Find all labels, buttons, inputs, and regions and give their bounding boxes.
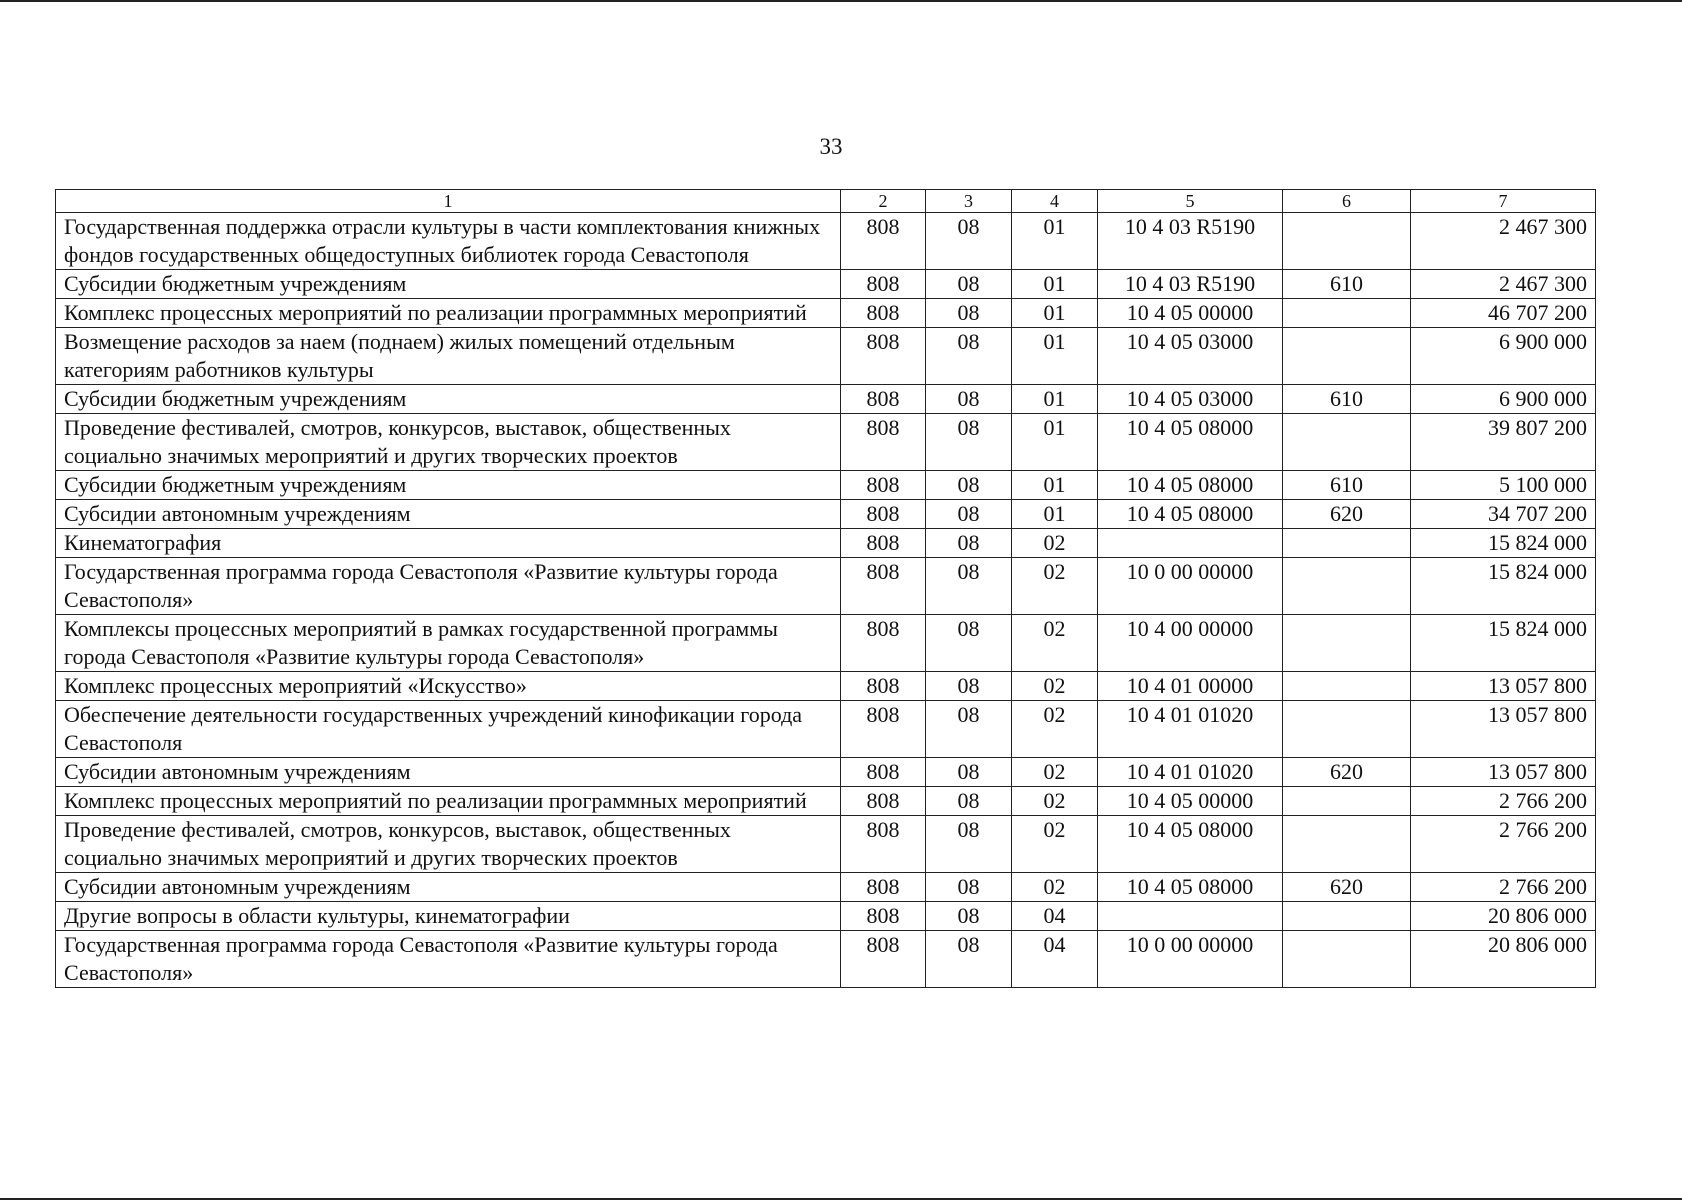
expense-type-code-cell: 620 <box>1283 758 1411 787</box>
target-article-code-cell: 10 4 05 08000 <box>1098 816 1283 873</box>
expense-type-code-cell <box>1283 529 1411 558</box>
amount-cell: 13 057 800 <box>1411 701 1596 758</box>
subsection-code-cell: 01 <box>1012 328 1098 385</box>
row-name-cell: Проведение фестивалей, смотров, конкурсов, выставок, общественных социально значимых мероприятий и других творческих проектов <box>56 816 841 873</box>
subsection-code-cell: 02 <box>1012 529 1098 558</box>
row-name-cell: Государственная поддержка отрасли культуры в части комплектования книжных фондов государственных общедоступных библиотек города Севастополя <box>56 213 841 270</box>
section-code-cell: 08 <box>926 299 1012 328</box>
target-article-code-cell: 10 0 00 00000 <box>1098 558 1283 615</box>
col-header-1: 1 <box>56 190 841 213</box>
target-article-code-cell: 10 4 03 R5190 <box>1098 213 1283 270</box>
row-name-cell: Субсидии автономным учреждениям <box>56 873 841 902</box>
expense-type-code-cell <box>1283 902 1411 931</box>
amount-cell: 2 467 300 <box>1411 213 1596 270</box>
row-name-cell: Субсидии бюджетным учреждениям <box>56 385 841 414</box>
table-row <box>56 787 1596 816</box>
ministry-code-cell: 808 <box>841 931 926 988</box>
amount-cell: 6 900 000 <box>1411 385 1596 414</box>
table-row <box>56 414 1596 471</box>
target-article-code-cell: 10 4 01 00000 <box>1098 672 1283 701</box>
subsection-code-cell: 02 <box>1012 701 1098 758</box>
amount-cell: 15 824 000 <box>1411 529 1596 558</box>
ministry-code-cell: 808 <box>841 873 926 902</box>
amount-cell: 15 824 000 <box>1411 558 1596 615</box>
subsection-code-cell: 01 <box>1012 500 1098 529</box>
table-row <box>56 902 1596 931</box>
expense-type-code-cell <box>1283 213 1411 270</box>
row-name-cell: Обеспечение деятельности государственных учреждений кинофикации города Севастополя <box>56 701 841 758</box>
expense-type-code-cell: 620 <box>1283 500 1411 529</box>
amount-cell: 2 467 300 <box>1411 270 1596 299</box>
section-code-cell: 08 <box>926 816 1012 873</box>
table-row <box>56 615 1596 672</box>
ministry-code-cell: 808 <box>841 615 926 672</box>
row-name-cell: Государственная программа города Севастополя «Развитие культуры города Севастополя» <box>56 931 841 988</box>
amount-cell: 2 766 200 <box>1411 816 1596 873</box>
amount-cell: 20 806 000 <box>1411 902 1596 931</box>
section-code-cell: 08 <box>926 787 1012 816</box>
subsection-code-cell: 01 <box>1012 299 1098 328</box>
section-code-cell: 08 <box>926 414 1012 471</box>
amount-cell: 2 766 200 <box>1411 787 1596 816</box>
amount-cell: 34 707 200 <box>1411 500 1596 529</box>
section-code-cell: 08 <box>926 328 1012 385</box>
table-row <box>56 500 1596 529</box>
row-name-cell: Комплекс процессных мероприятий по реализации программных мероприятий <box>56 787 841 816</box>
subsection-code-cell: 01 <box>1012 213 1098 270</box>
amount-cell: 6 900 000 <box>1411 328 1596 385</box>
section-code-cell: 08 <box>926 672 1012 701</box>
row-name-cell: Комплекс процессных мероприятий «Искусство» <box>56 672 841 701</box>
target-article-code-cell: 10 4 05 03000 <box>1098 385 1283 414</box>
section-code-cell: 08 <box>926 385 1012 414</box>
col-header-6: 6 <box>1283 190 1411 213</box>
subsection-code-cell: 01 <box>1012 414 1098 471</box>
expense-type-code-cell <box>1283 787 1411 816</box>
target-article-code-cell: 10 4 05 03000 <box>1098 328 1283 385</box>
row-name-cell: Кинематография <box>56 529 841 558</box>
table-row <box>56 529 1596 558</box>
amount-cell: 15 824 000 <box>1411 615 1596 672</box>
target-article-code-cell: 10 4 05 08000 <box>1098 471 1283 500</box>
target-article-code-cell <box>1098 902 1283 931</box>
scan-top-edge <box>0 0 1682 2</box>
ministry-code-cell: 808 <box>841 500 926 529</box>
section-code-cell: 08 <box>926 902 1012 931</box>
amount-cell: 46 707 200 <box>1411 299 1596 328</box>
col-header-4: 4 <box>1012 190 1098 213</box>
subsection-code-cell: 02 <box>1012 873 1098 902</box>
subsection-code-cell: 01 <box>1012 270 1098 299</box>
table-row <box>56 213 1596 270</box>
section-code-cell: 08 <box>926 931 1012 988</box>
target-article-code-cell: 10 4 00 00000 <box>1098 615 1283 672</box>
table-row <box>56 471 1596 500</box>
ministry-code-cell: 808 <box>841 414 926 471</box>
subsection-code-cell: 04 <box>1012 931 1098 988</box>
target-article-code-cell: 10 4 05 08000 <box>1098 873 1283 902</box>
expense-type-code-cell: 610 <box>1283 270 1411 299</box>
expense-type-code-cell <box>1283 615 1411 672</box>
subsection-code-cell: 01 <box>1012 385 1098 414</box>
section-code-cell: 08 <box>926 270 1012 299</box>
expense-type-code-cell <box>1283 701 1411 758</box>
row-name-cell: Субсидии автономным учреждениям <box>56 758 841 787</box>
ministry-code-cell: 808 <box>841 816 926 873</box>
target-article-code-cell: 10 4 01 01020 <box>1098 701 1283 758</box>
col-header-7: 7 <box>1411 190 1596 213</box>
page-number: 33 <box>819 134 843 159</box>
subsection-code-cell: 02 <box>1012 816 1098 873</box>
table-row <box>56 299 1596 328</box>
table-row <box>56 385 1596 414</box>
table-row <box>56 931 1596 988</box>
ministry-code-cell: 808 <box>841 758 926 787</box>
table-row <box>56 558 1596 615</box>
table-body <box>56 213 1596 988</box>
table-row <box>56 672 1596 701</box>
table-row <box>56 328 1596 385</box>
section-code-cell: 08 <box>926 558 1012 615</box>
target-article-code-cell: 10 4 05 08000 <box>1098 500 1283 529</box>
col-header-5: 5 <box>1098 190 1283 213</box>
ministry-code-cell: 808 <box>841 471 926 500</box>
ministry-code-cell: 808 <box>841 328 926 385</box>
amount-cell: 39 807 200 <box>1411 414 1596 471</box>
row-name-cell: Субсидии автономным учреждениям <box>56 500 841 529</box>
ministry-code-cell: 808 <box>841 672 926 701</box>
expense-type-code-cell <box>1283 558 1411 615</box>
ministry-code-cell: 808 <box>841 213 926 270</box>
section-code-cell: 08 <box>926 471 1012 500</box>
section-code-cell: 08 <box>926 873 1012 902</box>
amount-cell: 13 057 800 <box>1411 758 1596 787</box>
section-code-cell: 08 <box>926 701 1012 758</box>
expense-type-code-cell: 620 <box>1283 873 1411 902</box>
table-row <box>56 270 1596 299</box>
expense-type-code-cell <box>1283 816 1411 873</box>
ministry-code-cell: 808 <box>841 558 926 615</box>
row-name-cell: Комплексы процессных мероприятий в рамках государственной программы города Севастополя «Развитие культуры города Севастополя» <box>56 615 841 672</box>
row-name-cell: Возмещение расходов за наем (поднаем) жилых помещений отдельным категориям работников культуры <box>56 328 841 385</box>
row-name-cell: Комплекс процессных мероприятий по реализации программных мероприятий <box>56 299 841 328</box>
amount-cell: 5 100 000 <box>1411 471 1596 500</box>
section-code-cell: 08 <box>926 213 1012 270</box>
section-code-cell: 08 <box>926 500 1012 529</box>
expense-type-code-cell: 610 <box>1283 385 1411 414</box>
subsection-code-cell: 04 <box>1012 902 1098 931</box>
amount-cell: 2 766 200 <box>1411 873 1596 902</box>
target-article-code-cell: 10 4 05 00000 <box>1098 787 1283 816</box>
expense-type-code-cell <box>1283 931 1411 988</box>
ministry-code-cell: 808 <box>841 385 926 414</box>
amount-cell: 20 806 000 <box>1411 931 1596 988</box>
table-row <box>56 816 1596 873</box>
table-row <box>56 873 1596 902</box>
ministry-code-cell: 808 <box>841 299 926 328</box>
target-article-code-cell: 10 4 03 R5190 <box>1098 270 1283 299</box>
col-header-2: 2 <box>841 190 926 213</box>
expense-type-code-cell <box>1283 672 1411 701</box>
subsection-code-cell: 02 <box>1012 787 1098 816</box>
col-header-3: 3 <box>926 190 1012 213</box>
row-name-cell: Другие вопросы в области культуры, кинематографии <box>56 902 841 931</box>
ministry-code-cell: 808 <box>841 529 926 558</box>
ministry-code-cell: 808 <box>841 701 926 758</box>
row-name-cell: Проведение фестивалей, смотров, конкурсов, выставок, общественных социально значимых мероприятий и других творческих проектов <box>56 414 841 471</box>
target-article-code-cell: 10 4 01 01020 <box>1098 758 1283 787</box>
subsection-code-cell: 02 <box>1012 758 1098 787</box>
row-name-cell: Субсидии бюджетным учреждениям <box>56 471 841 500</box>
expense-type-code-cell: 610 <box>1283 471 1411 500</box>
subsection-code-cell: 02 <box>1012 558 1098 615</box>
ministry-code-cell: 808 <box>841 902 926 931</box>
expense-type-code-cell <box>1283 299 1411 328</box>
expense-type-code-cell <box>1283 328 1411 385</box>
target-article-code-cell: 10 0 00 00000 <box>1098 931 1283 988</box>
subsection-code-cell: 01 <box>1012 471 1098 500</box>
target-article-code-cell: 10 4 05 00000 <box>1098 299 1283 328</box>
ministry-code-cell: 808 <box>841 270 926 299</box>
budget-table <box>55 189 1596 988</box>
subsection-code-cell: 02 <box>1012 672 1098 701</box>
row-name-cell: Субсидии бюджетным учреждениям <box>56 270 841 299</box>
table-row <box>56 701 1596 758</box>
section-code-cell: 08 <box>926 615 1012 672</box>
target-article-code-cell: 10 4 05 08000 <box>1098 414 1283 471</box>
expense-type-code-cell <box>1283 414 1411 471</box>
header-row <box>56 190 1596 213</box>
amount-cell: 13 057 800 <box>1411 672 1596 701</box>
ministry-code-cell: 808 <box>841 787 926 816</box>
table-row <box>56 758 1596 787</box>
row-name-cell: Государственная программа города Севастополя «Развитие культуры города Севастополя» <box>56 558 841 615</box>
section-code-cell: 08 <box>926 529 1012 558</box>
subsection-code-cell: 02 <box>1012 615 1098 672</box>
target-article-code-cell <box>1098 529 1283 558</box>
section-code-cell: 08 <box>926 758 1012 787</box>
